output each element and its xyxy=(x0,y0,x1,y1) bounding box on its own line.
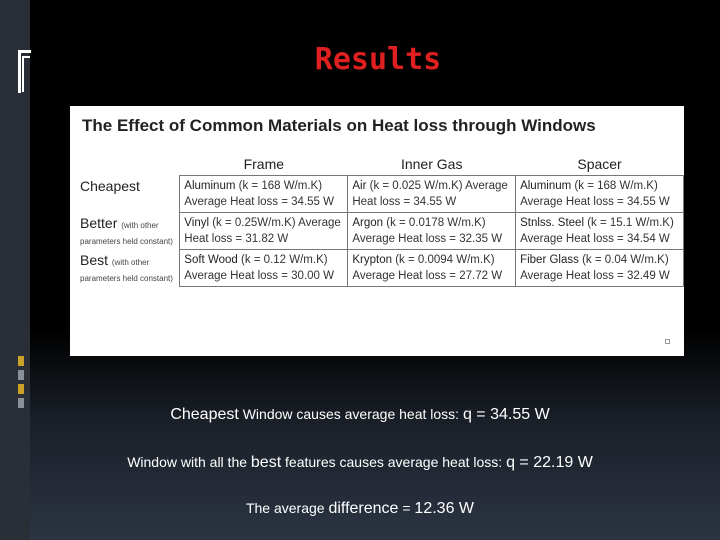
table-cell: Vinyl (k = 0.25W/m.K) Average Heat loss = 31.82 W xyxy=(180,213,348,250)
column-header-inner-gas: Inner Gas xyxy=(400,156,463,172)
table-cell: Soft Wood (k = 0.12 W/m.K) Average Heat loss = 30.00 W xyxy=(180,250,348,287)
table-cell: Fiber Glass (k = 0.04 W/m.K) Average Heat loss = 32.49 W xyxy=(516,250,684,287)
results-image-panel xyxy=(70,106,684,356)
summary-line-best: Window with all the best features causes average heat loss: q = 22.19 W xyxy=(127,454,593,471)
slide-title: Results xyxy=(314,42,442,77)
image-corner-mark xyxy=(665,339,670,344)
table-cell: Argon (k = 0.0178 W/m.K) Average Heat loss = 32.35 W xyxy=(348,213,516,250)
summary-line-difference: The average difference = 12.36 W xyxy=(245,500,475,517)
summary-line-cheapest: Cheapest Window causes average heat loss: q = 34.55 W xyxy=(170,406,550,423)
accent-square xyxy=(18,384,24,394)
table-header-row xyxy=(78,156,684,176)
accent-square xyxy=(18,370,24,380)
column-header-spacer: Spacer xyxy=(577,156,622,172)
column-header-frame: Frame xyxy=(243,156,285,172)
materials-table xyxy=(78,156,684,287)
table-row xyxy=(78,213,684,250)
table-cell: Krypton (k = 0.0094 W/m.K) Average Heat loss = 27.72 W xyxy=(348,250,516,287)
row-label: Cheapest xyxy=(80,177,140,194)
table-row xyxy=(78,250,684,287)
table-cell: Aluminum (k = 168 W/m.K) Average Heat loss = 34.55 W xyxy=(516,176,684,213)
table-cell: Air (k = 0.025 W/m.K) Average Heat loss = 34.55 W xyxy=(348,176,516,213)
panel-title: The Effect of Common Materials on Heat loss through Windows xyxy=(82,116,596,135)
table-cell: Aluminum (k = 168 W/m.K) Average Heat loss = 34.55 W xyxy=(180,176,348,213)
table-row xyxy=(78,176,684,213)
accent-square xyxy=(18,356,24,366)
table-cell: Stnlss. Steel (k = 15.1 W/m.K) Average Heat loss = 34.54 W xyxy=(516,213,684,250)
row-label: Best (with other parameters held constant) xyxy=(80,251,173,283)
row-label: Better (with other parameters held constant) xyxy=(80,214,173,246)
